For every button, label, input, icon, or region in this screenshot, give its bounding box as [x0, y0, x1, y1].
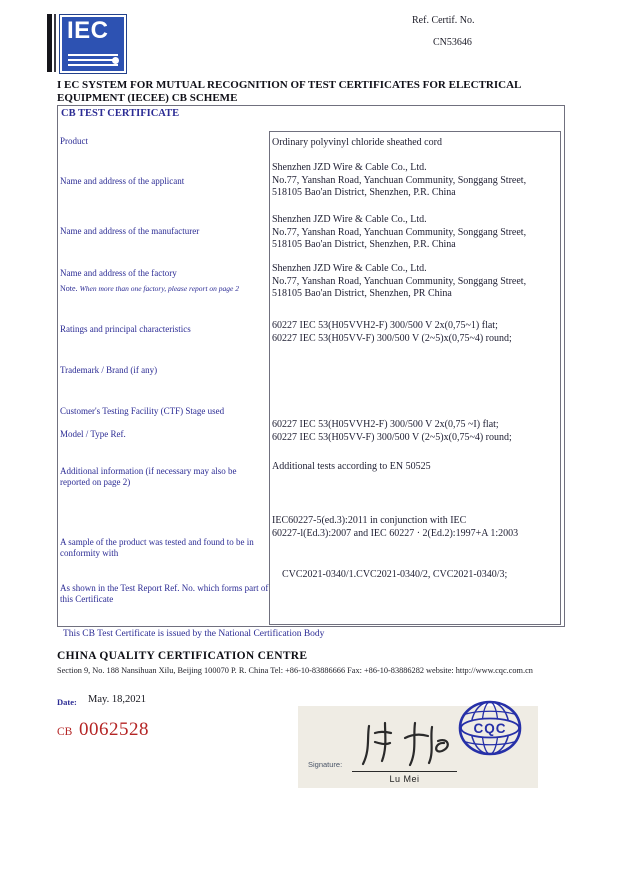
issued-by-statement: This CB Test Certificate is issued by the National Certification Body — [63, 629, 325, 639]
manufacturer-label: Name and address of the manufacturer — [60, 226, 200, 236]
model-label: Model / Type Ref. — [60, 429, 126, 439]
conformity-value: IEC60227-5(ed.3):2011 in conjunction with IEC 60227-l(Ed.3):2007 and IEC 60227 · 2(Ed.2):1997+A 1:2003 — [272, 515, 519, 539]
additional-info-value: Additional tests according to EN 50525 — [272, 461, 431, 472]
logo-left-bar-thin — [54, 14, 56, 72]
product-label: Product — [60, 136, 88, 146]
cb-number: 0062528 — [79, 719, 149, 740]
date-label: Date: — [57, 697, 77, 707]
iec-logo — [47, 14, 127, 74]
factory-value: Shenzhen JZD Wire & Cable Co., Ltd. No.77, Yanshan Road, Yanchuan Community, Songgang Street, 518105 Bao'an District, Shenzhen, PR China — [272, 263, 527, 299]
iec-logo-box — [59, 14, 127, 74]
signature-line — [352, 771, 457, 772]
product-value: Ordinary polyvinyl chloride sheathed cord — [272, 137, 442, 148]
applicant-value: Shenzhen JZD Wire & Cable Co., Ltd. No.77, Yanshan Road, Yanchuan Community, Songgang Street, 518105 Bao'an District, Shenzhen, P.R. China — [272, 162, 527, 198]
iec-logo-dot — [112, 57, 119, 64]
logo-left-bar — [47, 14, 52, 72]
trademark-label: Trademark / Brand (if any) — [60, 365, 158, 375]
applicant-label: Name and address of the applicant — [60, 176, 185, 186]
iec-logo-text: IEC — [67, 17, 109, 44]
factory-note: Note. When more than one factory, please report on page 2 — [60, 284, 239, 293]
date-value: May. 18,2021 — [88, 694, 146, 705]
conformity-label: A sample of the product was tested and found to be in conformity with — [60, 537, 254, 558]
ref-certif-label: Ref. Certif. No. — [412, 15, 475, 26]
svg-text:CQC: CQC — [473, 721, 507, 736]
ratings-label: Ratings and principal characteristics — [60, 324, 191, 334]
stamp-character-jian — [512, 740, 540, 770]
handwritten-signature — [355, 718, 460, 770]
ratings-value: 60227 IEC 53(H05VVH2-F) 300/500 V 2x(0,75~1) flat; 60227 IEC 53(H05VV-F) 300/500 V (2~5)x(0,75~4) round; — [272, 320, 512, 344]
signatory-name: Lu Mei — [389, 774, 420, 784]
certification-body-name: CHINA QUALITY CERTIFICATION CENTRE — [57, 650, 308, 662]
additional-info-label: Additional information (if necessary may also be reported on page 2) — [60, 466, 237, 487]
manufacturer-value: Shenzhen JZD Wire & Cable Co., Ltd. No.77, Yanshan Road, Yanchuan Community, Songgang Street, 518105 Bao'an District, Shenzhen, P.R. China — [272, 214, 527, 250]
factory-label: Name and address of the factory — [60, 268, 177, 278]
scheme-heading: I EC SYSTEM FOR MUTUAL RECOGNITION OF TEST CERTIFICATES FOR ELECTRICAL EQUIPMENT (IECEE) CB SCHEME — [57, 79, 521, 104]
test-report-value: CVC2021-0340/1.CVC2021-0340/2, CVC2021-0340/3; — [282, 569, 508, 580]
certification-body-address: Section 9, No. 188 Nansihuan Xilu, Beijing 100070 P. R. China Tel: +86-10-83886666 Fax: +86-10-83886282 website: http://www.cqc.com.cn — [57, 666, 533, 675]
ref-certif-number: CN53646 — [433, 37, 472, 48]
values-column-box — [269, 131, 561, 625]
cb-number-prefix: CB — [57, 726, 73, 738]
signature-label: Signature: — [308, 760, 343, 769]
model-value: 60227 IEC 53(H05VVH2-F) 300/500 V 2x(0,75 ~I) flat; 60227 IEC 53(H05VV-F) 300/500 V (2~5)x(0,75~4) round; — [272, 419, 512, 443]
test-report-label: As shown in the Test Report Ref. No. which forms part of this Certificate — [60, 583, 269, 604]
iec-logo-lines — [68, 54, 118, 66]
ctf-stage-label: Customer's Testing Facility (CTF) Stage used — [60, 406, 225, 416]
certificate-title: CB TEST CERTIFICATE — [61, 108, 180, 119]
